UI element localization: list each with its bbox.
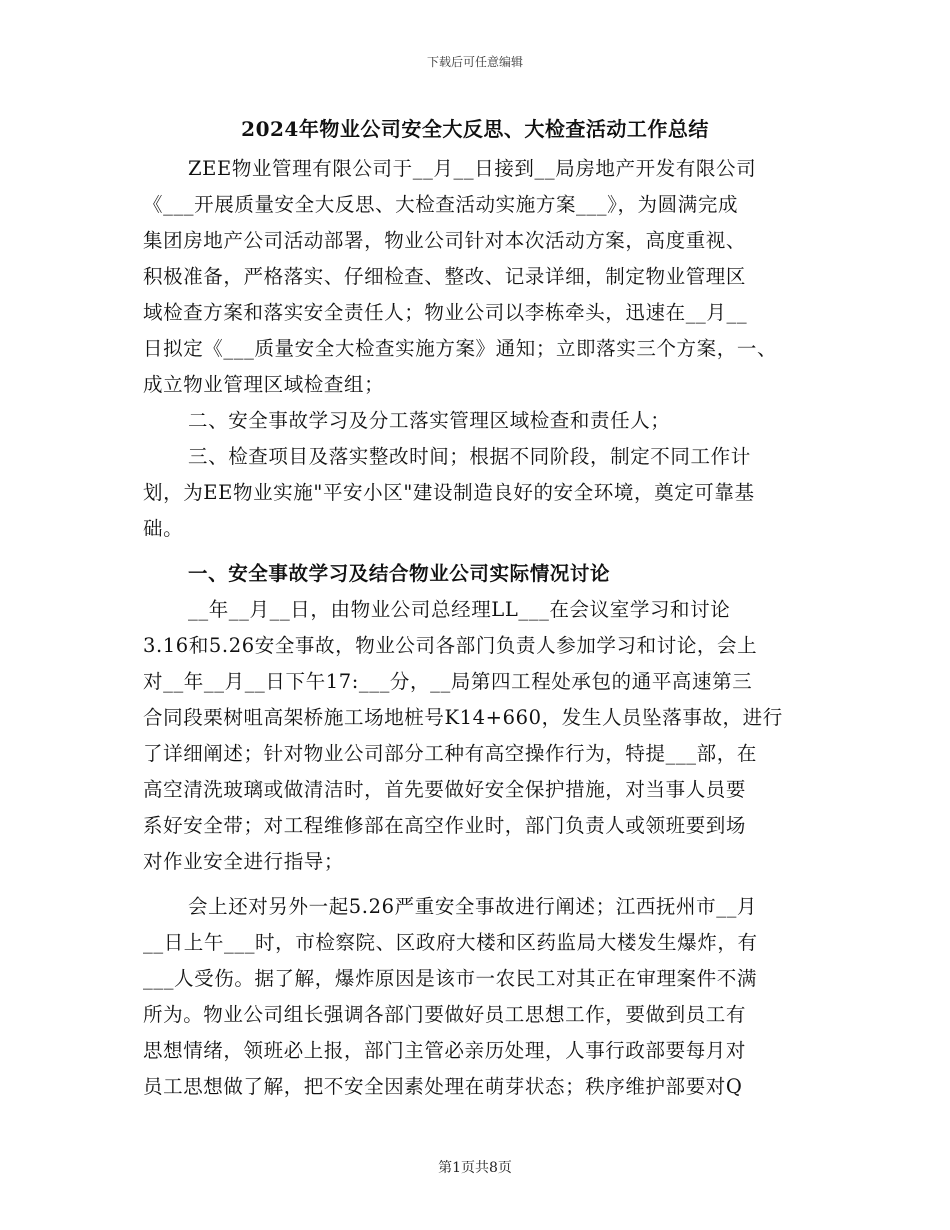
document-title: 2024年物业公司安全大反思、大检查活动工作总结 [241, 117, 709, 141]
body-line: 所为。物业公司组长强调各部门要做好员工思想工作，要做到员工有 [143, 1003, 747, 1026]
body-line: __日上午___时，市检察院、区政府大楼和区药监局大楼发生爆炸，有 [143, 931, 758, 954]
page-footer: 第1页共8页 [438, 1160, 512, 1176]
body-line: 础。 [143, 517, 184, 540]
body-line: ___人受伤。据了解，爆炸原因是该市一农民工对其正在审理案件不满 [143, 967, 757, 990]
body-line: 积极准备，严格落实、仔细检查、整改、记录详细，制定物业管理区 [143, 265, 747, 288]
section-heading: 一、安全事故学习及结合物业公司实际情况讨论 [188, 562, 611, 585]
body-line: 思想情绪，领班必上报，部门主管必亲历处理，人事行政部要每月对 [143, 1039, 747, 1062]
body-line: 二、安全事故学习及分工落实管理区域检查和责任人； [188, 409, 671, 432]
body-line: 成立物业管理区域检查组； [143, 373, 385, 396]
body-line: 合同段栗树咀高架桥施工场地桩号K14+660，发生人员坠落事故，进行 [143, 706, 783, 729]
body-line: __年__月__日，由物业公司总经理LL___在会议室学习和讨论 [188, 598, 731, 621]
body-line: 对作业安全进行指导； [143, 850, 345, 873]
body-line: 《___开展质量安全大反思、大检查活动实施方案___》，为圆满完成 [143, 193, 739, 216]
body-line: 了详细阐述；针对物业公司部分工种有高空操作行为，特提___部，在 [143, 742, 757, 765]
body-line: 会上还对另外一起5.26严重安全事故进行阐述；江西抚州市__月 [188, 895, 758, 918]
body-line: 划，为EE物业实施"平安小区"建设制造良好的安全环境，奠定可靠基 [143, 481, 755, 504]
body-line: 集团房地产公司活动部署，物业公司针对本次活动方案，高度重视、 [143, 229, 747, 252]
body-line: 域检查方案和落实安全责任人；物业公司以李栋牵头，迅速在__月__ [143, 301, 748, 324]
body-line: 员工思想做了解，把不安全因素处理在萌芽状态；秩序维护部要对Q [143, 1075, 743, 1098]
body-line: 系好安全带；对工程维修部在高空作业时，部门负责人或领班要到场 [143, 814, 747, 837]
body-line: ZEE物业管理有限公司于__月__日接到__局房地产开发有限公司 [188, 157, 757, 180]
body-line: 3.16和5.26安全事故，物业公司各部门负责人参加学习和讨论，会上 [143, 634, 758, 657]
body-line: 对__年__月__日下午17:___分，__局第四工程处承包的通平高速第三 [143, 670, 753, 693]
header-note: 下载后可任意编辑 [426, 55, 523, 69]
body-line: 日拟定《___质量安全大检查实施方案》通知；立即落实三个方案，一、 [143, 337, 778, 360]
body-line: 三、检查项目及落实整改时间；根据不同阶段，制定不同工作计 [188, 445, 751, 468]
body-line: 高空清洗玻璃或做清洁时，首先要做好安全保护措施，对当事人员要 [143, 778, 747, 801]
